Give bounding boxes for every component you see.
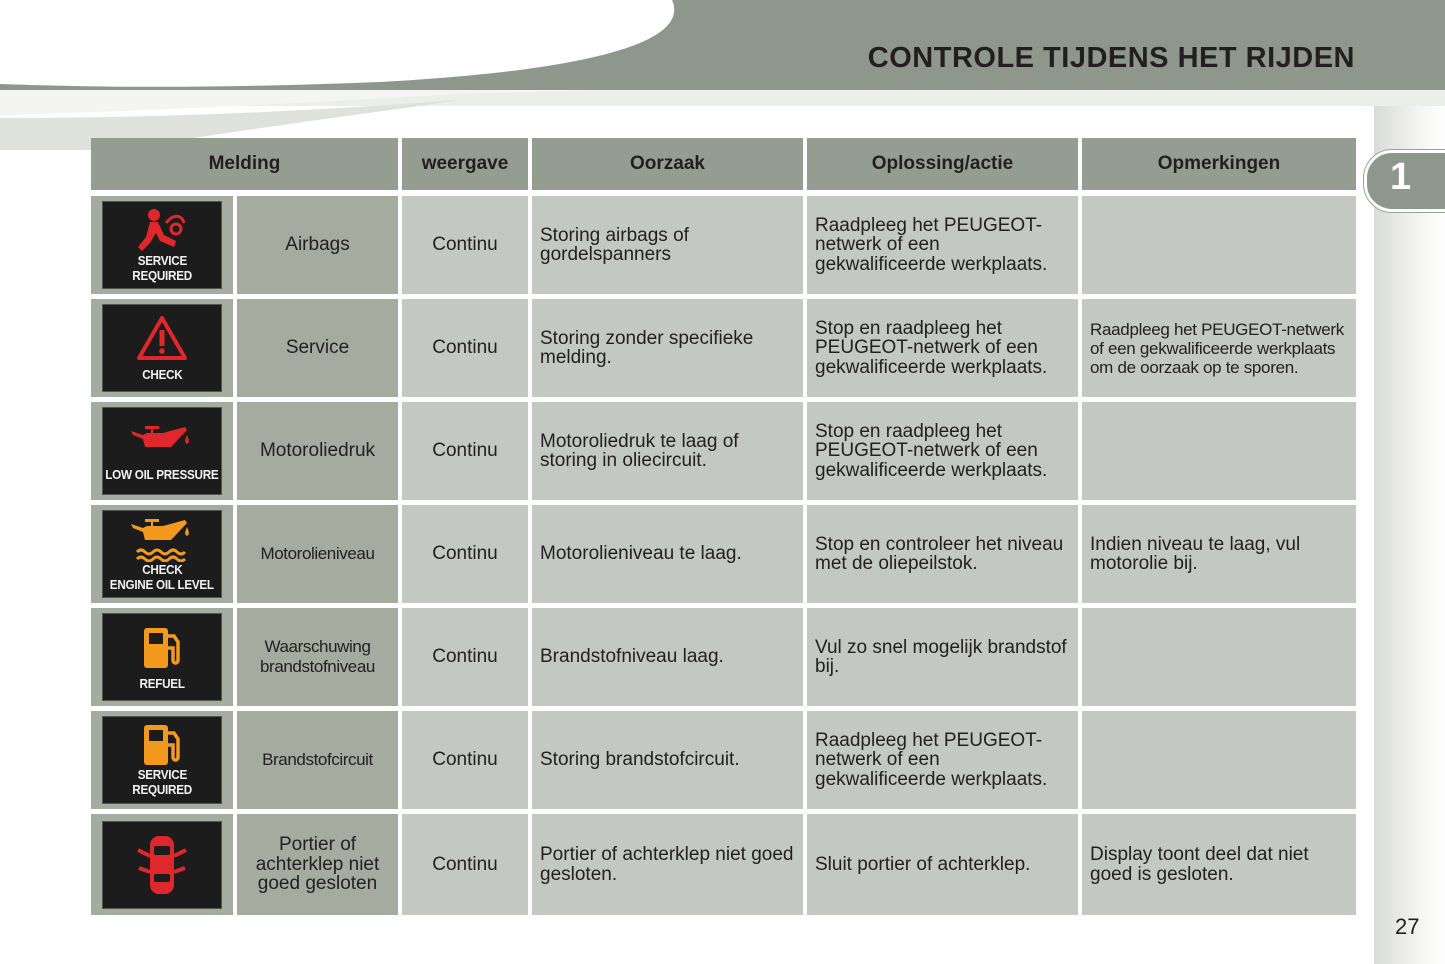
icon-cell <box>91 608 233 706</box>
cell-oplossing-text: Vul zo snel mogelijk brandstof bij. <box>815 636 1067 677</box>
cell-opmerkingen <box>1082 608 1356 706</box>
cell-oorzaak <box>532 299 803 397</box>
cell-oplossing <box>807 505 1078 603</box>
cell-weergave: Continu <box>402 196 528 294</box>
cell-oorzaak-text: Storing airbags of gordelspanners <box>540 224 689 265</box>
icon-label-line1: CHECK <box>141 366 183 382</box>
table-row <box>91 608 1356 706</box>
cell-opmerkingen-text: Raadpleeg het PEUGEOT-netwerk of een gekwalificeerde werkplaats om de oorzaak op te sporen. <box>1090 319 1344 377</box>
cell-melding: Portier of achterklep niet goed gesloten <box>237 814 398 915</box>
icon-label-line1: SERVICE <box>137 253 187 268</box>
cell-oorzaak-text: Storing zonder specifieke melding. <box>540 327 754 368</box>
cell-oorzaak-text: Motorolieniveau te laag. <box>540 543 742 565</box>
cell-melding: Brandstofcircuit <box>237 711 398 809</box>
icon-label-line2: REQUIRED <box>132 268 192 283</box>
cell-oplossing-text: Stop en controleer het niveau met de oliepeilstok. <box>815 533 1064 574</box>
cell-opmerkingen <box>1082 402 1356 500</box>
icon-label-line2: REQUIRED <box>132 782 192 797</box>
header-band <box>0 0 1445 160</box>
cell-weergave: Continu <box>402 299 528 397</box>
table-row <box>91 299 1356 397</box>
page-number: 27 <box>1395 914 1420 939</box>
chapter-number: 1 <box>1390 156 1412 198</box>
cell-oorzaak-text: Portier of achterklep niet goed gesloten. <box>540 844 794 885</box>
fuel-pump-icon <box>102 613 222 701</box>
cell-oplossing <box>807 711 1078 809</box>
cell-oorzaak <box>532 608 803 706</box>
cell-weergave: Continu <box>402 711 528 809</box>
oil-can-icon <box>129 421 195 461</box>
cell-melding: Waarschuwing brandstofniveau <box>237 608 398 706</box>
warning-triangle-icon <box>136 315 188 361</box>
table-row <box>91 814 1356 915</box>
door-open-icon <box>102 821 222 909</box>
oil-level-icon <box>102 510 222 598</box>
icon-label-line1: SERVICE <box>137 767 187 782</box>
cell-weergave: Continu <box>402 505 528 603</box>
cell-oorzaak <box>532 711 803 809</box>
car-top-view-icon <box>132 830 192 900</box>
side-strip <box>1374 106 1445 964</box>
cell-weergave: Continu <box>402 402 528 500</box>
cell-oplossing <box>807 608 1078 706</box>
table-row <box>91 505 1356 603</box>
cell-melding: Motorolieniveau <box>237 505 398 603</box>
icon-cell <box>91 299 233 397</box>
cell-opmerkingen <box>1082 299 1356 397</box>
airbag-warning-icon <box>102 201 222 289</box>
cell-melding: Airbags <box>237 196 398 294</box>
cell-oplossing <box>807 299 1078 397</box>
cell-opmerkingen <box>1082 196 1356 294</box>
icon-label-line1: CHECK <box>141 562 183 577</box>
icon-label-line1: LOW OIL PRESSURE <box>105 466 219 482</box>
oil-can-level-icon <box>129 516 195 562</box>
table-row <box>91 402 1356 500</box>
icon-cell <box>91 814 233 915</box>
cell-oplossing <box>807 402 1078 500</box>
cell-oplossing-text: Sluit portier of achterklep. <box>815 853 1031 875</box>
header-melding: Melding <box>91 138 398 190</box>
cell-opmerkingen <box>1082 505 1356 603</box>
check-warning-triangle-icon <box>102 304 222 392</box>
header-opmerkingen: Opmerkingen <box>1082 138 1356 190</box>
cell-opmerkingen <box>1082 711 1356 809</box>
cell-oplossing-text: Raadpleeg het PEUGEOT-netwerk of een gekwalificeerde werkplaats. <box>815 214 1048 275</box>
header-oplossing: Oplossing/actie <box>807 138 1078 190</box>
oil-pressure-icon <box>102 407 222 495</box>
icon-cell <box>91 505 233 603</box>
cell-melding: Service <box>237 299 398 397</box>
table-header-row <box>91 138 1356 190</box>
page-title: CONTROLE TIJDENS HET RIJDEN <box>867 42 1355 74</box>
cell-oorzaak <box>532 196 803 294</box>
cell-opmerkingen-text: Indien niveau te laag, vul motorolie bij. <box>1090 533 1301 574</box>
cell-oorzaak <box>532 505 803 603</box>
icon-label-line1: REFUEL <box>139 675 185 691</box>
cell-oplossing-text: Stop en raadpleeg het PEUGEOT-netwerk of een gekwalificeerde werkplaats. <box>815 317 1048 378</box>
icon-label-line2: ENGINE OIL LEVEL <box>109 577 215 592</box>
cell-oorzaak-text: Brandstofniveau laag. <box>540 646 724 668</box>
cell-opmerkingen-text: Display toont deel dat niet goed is gesloten. <box>1090 844 1309 885</box>
cell-melding: Motoroliedruk <box>237 402 398 500</box>
table-row <box>91 711 1356 809</box>
header-oorzaak: Oorzaak <box>532 138 803 190</box>
cell-oorzaak-text: Motoroliedruk te laag of storing in oliecircuit. <box>540 430 739 471</box>
header-weergave: weergave <box>402 138 528 190</box>
cell-oplossing <box>807 196 1078 294</box>
cell-weergave: Continu <box>402 814 528 915</box>
fuel-pump-symbol-icon <box>140 624 184 672</box>
cell-opmerkingen <box>1082 814 1356 915</box>
cell-oplossing-text: Stop en raadpleeg het PEUGEOT-netwerk of een gekwalificeerde werkplaats. <box>815 420 1048 481</box>
cell-oplossing-text: Raadpleeg het PEUGEOT-netwerk of een gekwalificeerde werkplaats. <box>815 729 1048 790</box>
cell-oplossing <box>807 814 1078 915</box>
cell-oorzaak <box>532 402 803 500</box>
icon-cell <box>91 196 233 294</box>
icon-cell <box>91 711 233 809</box>
airbag-person-icon <box>132 207 192 253</box>
table-row <box>91 196 1356 294</box>
cell-weergave: Continu <box>402 608 528 706</box>
cell-oorzaak-text: Storing brandstofcircuit. <box>540 749 740 771</box>
fuel-pump-symbol-icon <box>140 723 184 767</box>
cell-oorzaak <box>532 814 803 915</box>
fuel-circuit-icon <box>102 716 222 804</box>
icon-cell <box>91 402 233 500</box>
